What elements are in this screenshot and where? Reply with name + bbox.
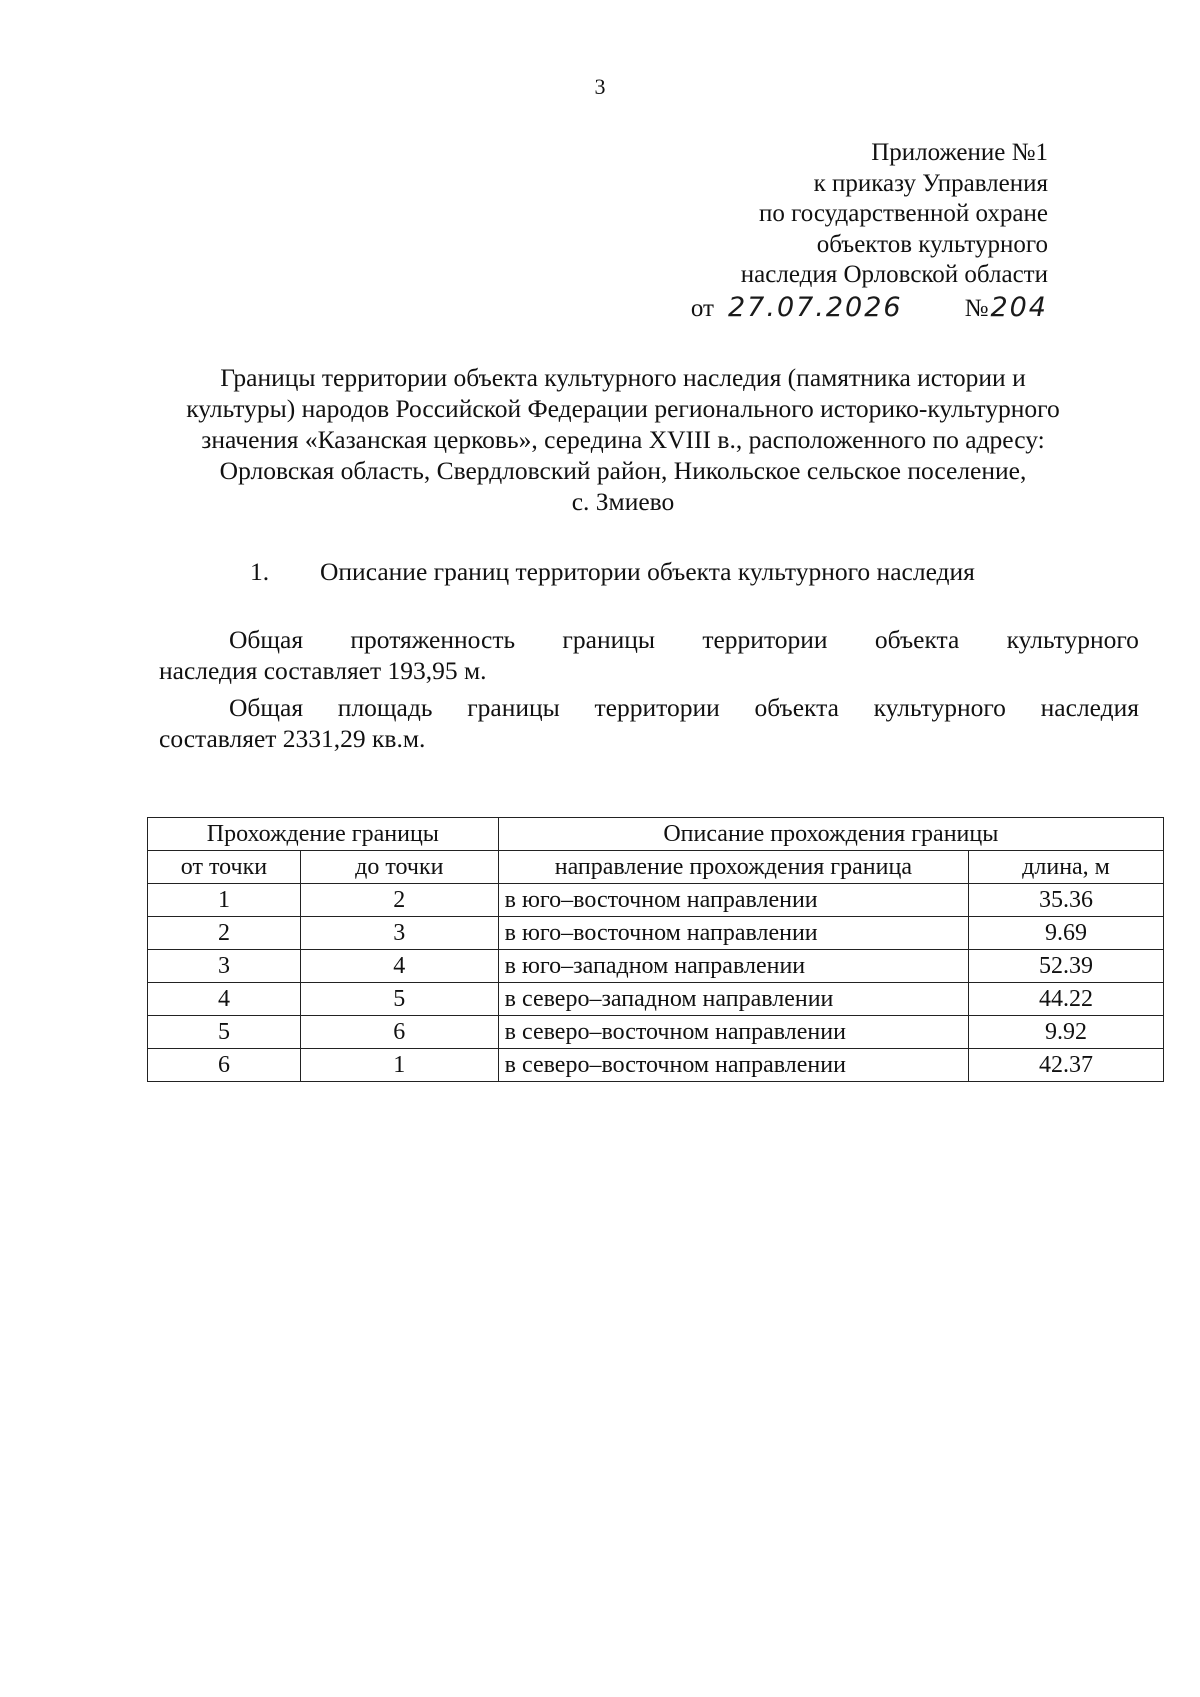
table-group-header-row (148, 818, 1164, 851)
cell-length: 44.22 (969, 983, 1164, 1016)
table-sub-header-row (148, 851, 1164, 884)
cell-from: 6 (148, 1049, 301, 1082)
cell-length: 9.69 (969, 917, 1164, 950)
word: границы (467, 693, 560, 722)
appendix-line: к приказу Управления (813, 169, 1048, 197)
appendix-line: по государственной охране (758, 200, 1048, 227)
word: Общая (229, 625, 304, 654)
header-passage: Прохождение границы (148, 818, 499, 851)
word: территории (702, 625, 828, 654)
word: объекта (754, 693, 839, 722)
title-line: Орловская область, Свердловский район, Никольское сельское поселение, (219, 456, 1027, 485)
paragraph-first-line (159, 692, 1139, 723)
table-row (148, 983, 1164, 1016)
table-row (148, 1016, 1164, 1049)
word: территории (594, 693, 720, 722)
header-description: Описание прохождения границы (498, 818, 1163, 851)
cell-from: 3 (148, 950, 301, 983)
word: наследия (1040, 693, 1139, 722)
word: Общая (229, 693, 304, 722)
cell-direction: в юго–восточном направлении (498, 917, 968, 950)
cell-to: 5 (300, 983, 498, 1016)
header-length: длина, м (969, 851, 1164, 884)
paragraph-total-length (159, 624, 1139, 686)
handwritten-number: 204 (990, 291, 1048, 323)
title-line: Границы территории объекта культурного наследия (памятника истории и (220, 363, 1026, 392)
cell-direction: в юго–западном направлении (498, 950, 968, 983)
word: границы (562, 625, 656, 654)
boundary-table (147, 817, 1164, 1082)
cell-direction: в северо–восточном направлении (498, 1016, 968, 1049)
paragraph-total-area (159, 692, 1139, 754)
section-heading-text: Описание границ территории объекта культурного наследия (320, 557, 975, 586)
cell-length: 52.39 (969, 950, 1164, 983)
cell-to: 1 (300, 1049, 498, 1082)
date-prefix: от (690, 294, 714, 322)
handwritten-date: 27.07.2026 (728, 291, 903, 323)
title-line: культуры) народов Российской Федерации регионального историко-культурного (186, 394, 1060, 423)
header-to-point: до точки (300, 851, 498, 884)
table-row (148, 917, 1164, 950)
number-prefix: № (964, 294, 989, 322)
order-date-line (691, 293, 1048, 325)
word: объекта (874, 625, 960, 654)
paragraph-first-line (159, 624, 1139, 655)
table-row (148, 884, 1164, 917)
cell-direction: в юго–восточном направлении (498, 884, 968, 917)
word: культурного (873, 693, 1006, 722)
section-number: 1. (250, 557, 270, 586)
word: площадь (337, 693, 433, 722)
appendix-line: Приложение №1 (871, 139, 1048, 166)
cell-from: 4 (148, 983, 301, 1016)
paragraph-rest: наследия составляет 193,95 м. (159, 656, 487, 685)
cell-from: 5 (148, 1016, 301, 1049)
word: культурного (1006, 625, 1139, 654)
header-from-point: от точки (148, 851, 301, 884)
header-direction: направление прохождения граница (498, 851, 968, 884)
title-line: значения «Казанская церковь», середина XVIII в., расположенного по адресу: (201, 425, 1045, 454)
word: протяженность (350, 625, 516, 654)
title-line: с. Змиево (571, 487, 675, 516)
cell-direction: в северо–восточном направлении (498, 1049, 968, 1082)
cell-from: 2 (148, 917, 301, 950)
appendix-line: объектов культурного (816, 230, 1048, 258)
cell-to: 2 (300, 884, 498, 917)
cell-length: 9.92 (969, 1016, 1164, 1049)
page-number: 3 (594, 74, 606, 99)
cell-length: 35.36 (969, 884, 1164, 917)
table-row (148, 1049, 1164, 1082)
cell-direction: в северо–западном направлении (498, 983, 968, 1016)
appendix-block (691, 138, 1048, 324)
cell-to: 6 (300, 1016, 498, 1049)
appendix-line: наследия Орловской области (740, 261, 1048, 288)
cell-to: 4 (300, 950, 498, 983)
paragraph-rest: составляет 2331,29 кв.м. (159, 724, 426, 753)
section-heading (250, 557, 975, 587)
cell-to: 3 (300, 917, 498, 950)
cell-from: 1 (148, 884, 301, 917)
cell-length: 42.37 (969, 1049, 1164, 1082)
document-title (150, 362, 1096, 517)
table-row (148, 950, 1164, 983)
